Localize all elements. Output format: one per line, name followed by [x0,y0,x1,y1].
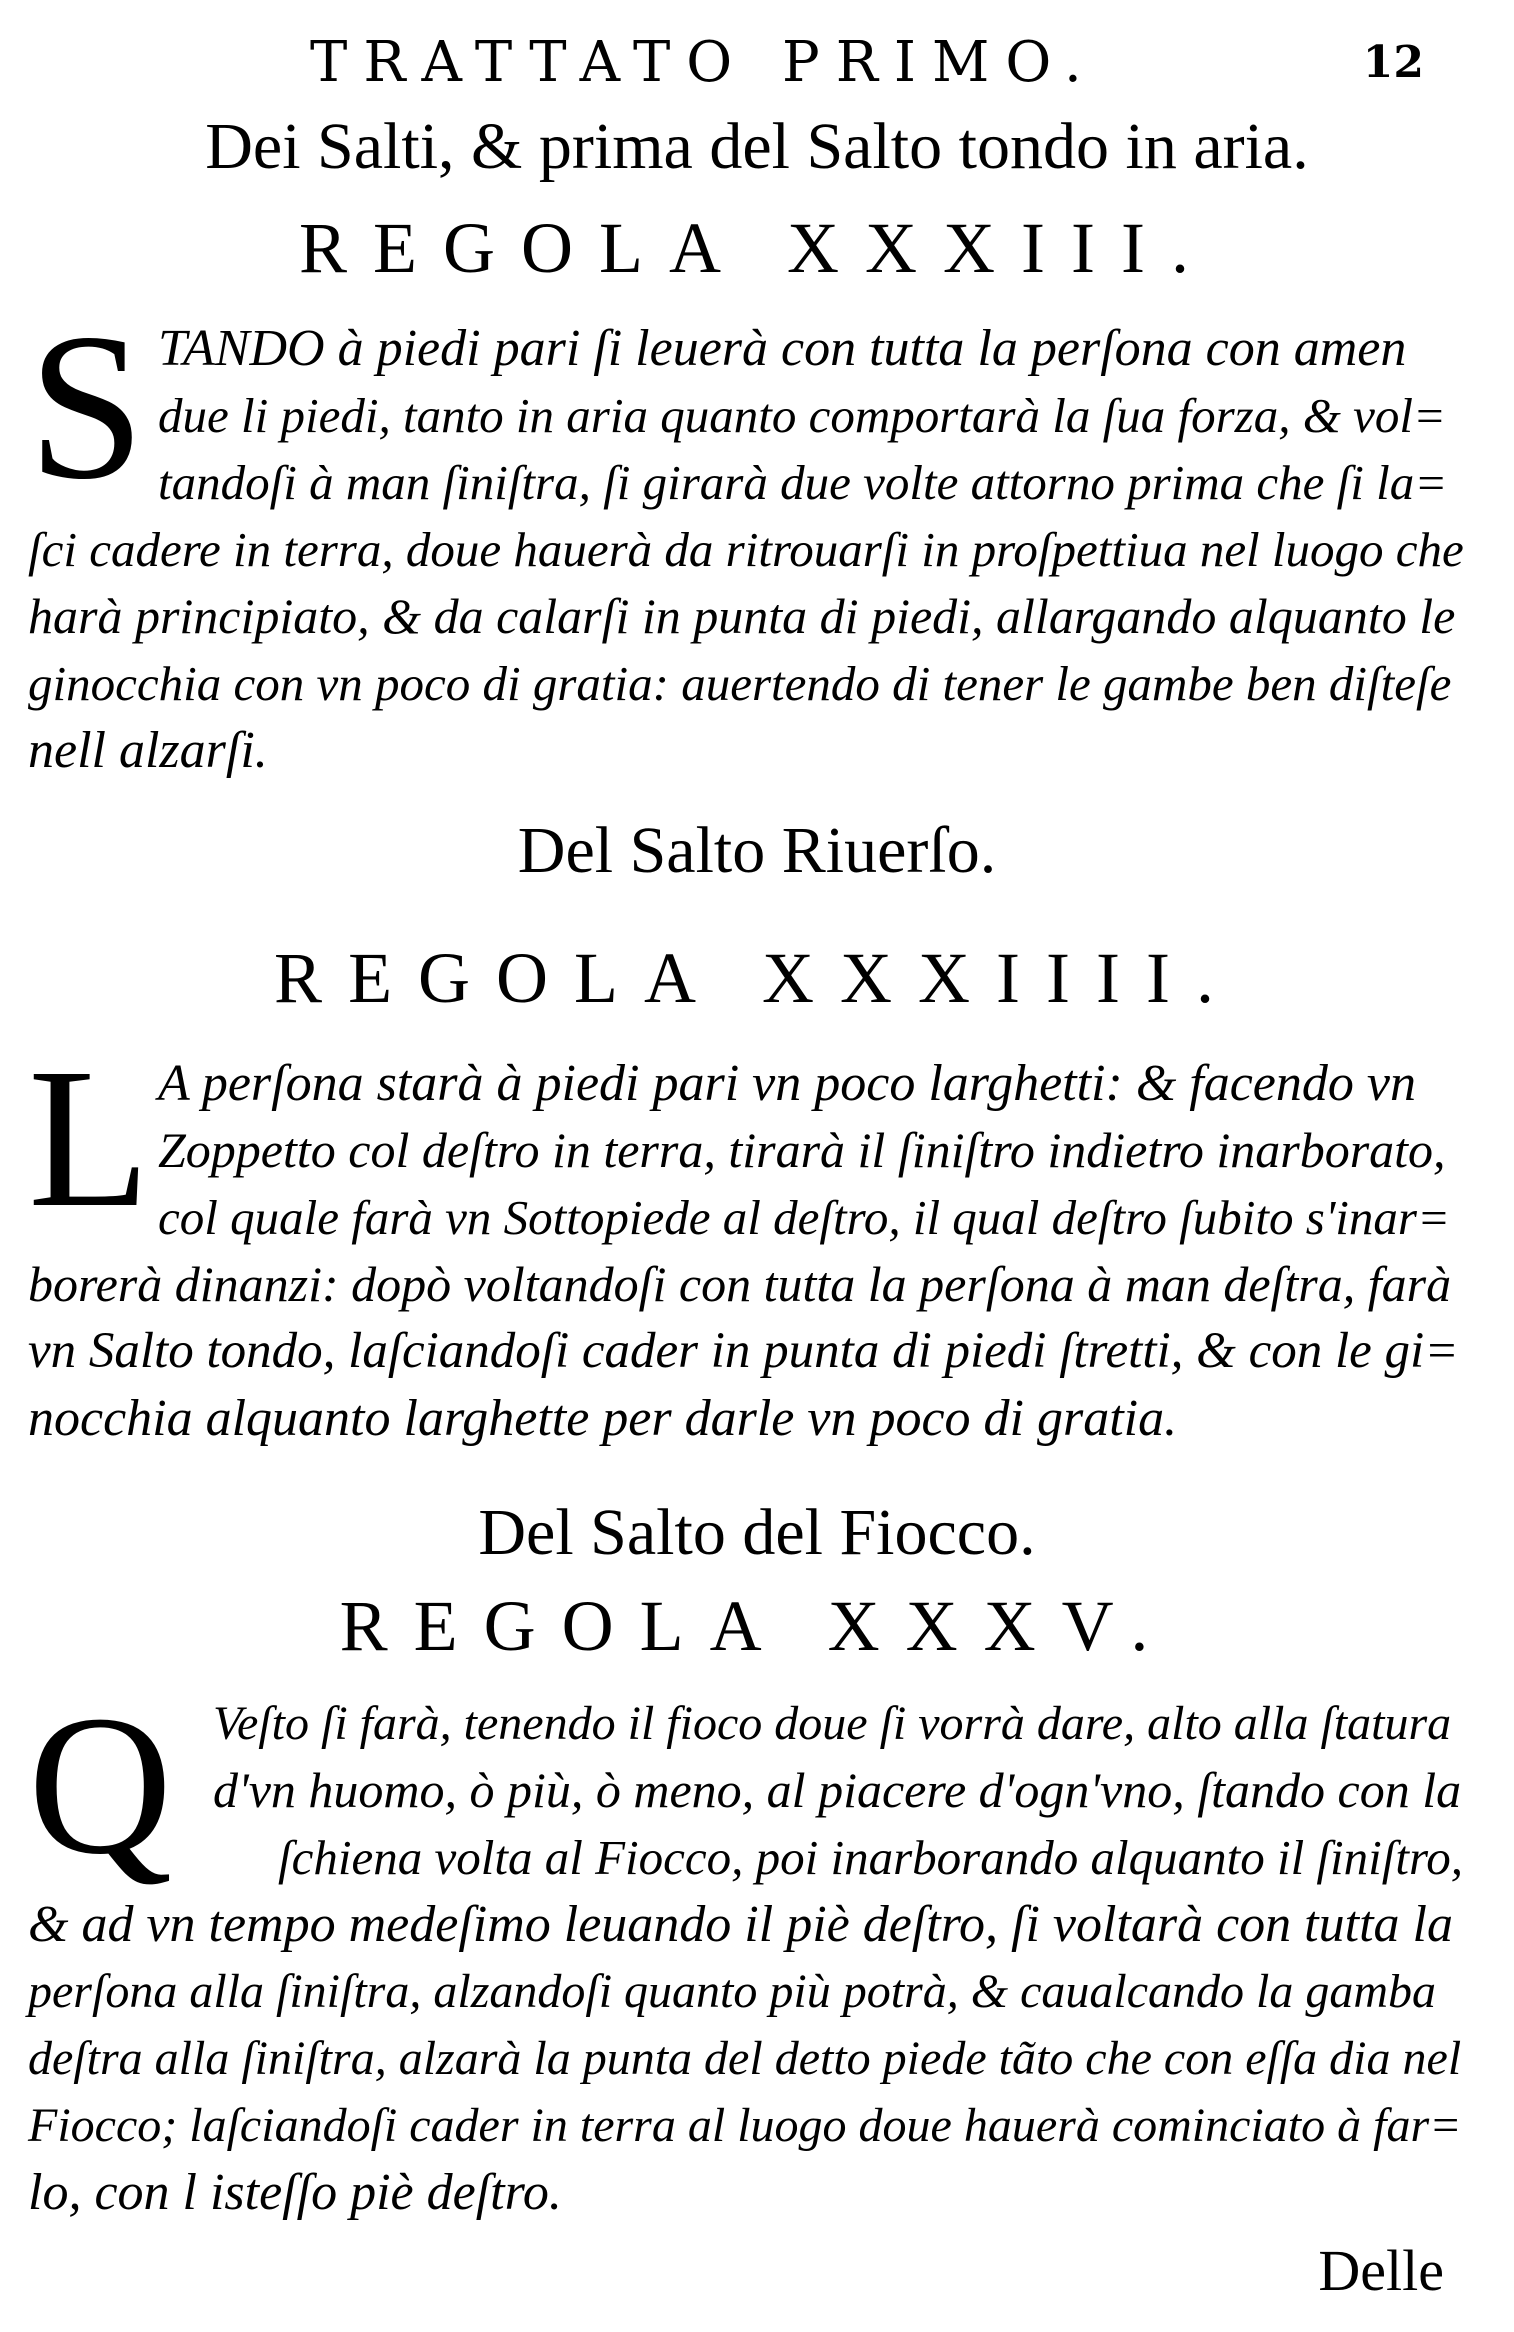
text-line: lo, con l isteſſo piè deſtro. [28,2164,562,2221]
text-line: tandoſi à man ſiniſtra, ſi girarà due volte attorno prima che ſi la= [158,455,1448,510]
text-line: A perſona starà à piedi pari vn poco larghetti: & facendo vn [158,1055,1416,1112]
text-line: borerà dinanzi: dopò voltandoſi con tutta la perſona à man deſtra, farà [28,1256,1452,1312]
drop-cap: Q [28,1675,173,1896]
text-line: harà principiato, & da calarſi in punta di piedi, allargando alquanto le [28,588,1456,644]
catchword: Delle [1318,2238,1444,2303]
section-title: Dei Salti, & prima del Salto tondo in aria. [205,110,1309,183]
text-line: nell alzarſi. [28,722,268,779]
drop-cap: S [28,291,145,523]
text-line: Zoppetto col deſtro in terra, tirarà il ſiniſtro indietro inarborato, [158,1122,1446,1178]
running-head [0,28,1514,98]
text-line: ginocchia con vn poco di gratia: auertendo di tener le gambe ben diſteſe [28,656,1452,711]
section-title: Del Salto Riuerſo. [517,814,997,887]
text-line: ſci cadere in terra, doue hauerà da ritrouarſi in proſpettiua nel luogo che [28,522,1464,577]
text-line: d'vn huomo, ò più, ò meno, al piacere d'ogn'vno, ſtando con la [213,1762,1462,1818]
text-line: Fiocco; laſciandoſi cader in terra al luogo doue hauerà cominciato à far= [28,2099,1462,2152]
rule-paragraph [28,1675,1464,2230]
text-line: due li piedi, tanto in aria quanto comportarà la ſua forza, & vol= [158,388,1446,443]
text-line: perſona alla ſiniſtra, alzandoſi quanto più potrà, & caualcando la gamba [28,1965,1437,2018]
regola-heading: REGOLA XXXIII. [299,208,1215,288]
regola-heading: REGOLA XXXIIII. [274,938,1240,1018]
text-line: col quale farà vn Sottopiede al deſtro, il qual deſtro ſubito s'inar= [158,1190,1451,1245]
text-line: ſchiena volta al Fiocco, poi inarborando alquanto il ſiniſtro, [278,1830,1463,1885]
text-line: & ad vn tempo medeſimo leuando il piè deſtro, ſi voltarà con tutta la [28,1896,1453,1953]
text-line: Veſto ſi farà, tenendo il fioco doue ſi vorrà dare, alto alla ſtatura [213,1697,1452,1750]
text-line: nocchia alquanto larghette per darle vn poco di gratia. [28,1390,1178,1447]
running-title: TRATTATO PRIMO. [310,30,1098,95]
rule-paragraph [28,291,1464,785]
regola-heading: REGOLA XXXV. [339,1586,1175,1666]
text-line: TANDO à piedi pari ſi leuerà con tutta la perſona con amen [158,320,1407,377]
folio-number: 12 [1362,37,1424,88]
text-line: vn Salto tondo, laſciandoſi cader in punta di piedi ſtretti, & con le gi= [28,1323,1459,1379]
text-line: deſtra alla ſiniſtra, alzarà la punta del detto piede tãto che con eſſa dia nel [28,2032,1462,2085]
rule-paragraph [28,1028,1464,1460]
section-title: Del Salto del Fiocco. [478,1496,1036,1569]
drop-cap: L [28,1028,151,1249]
